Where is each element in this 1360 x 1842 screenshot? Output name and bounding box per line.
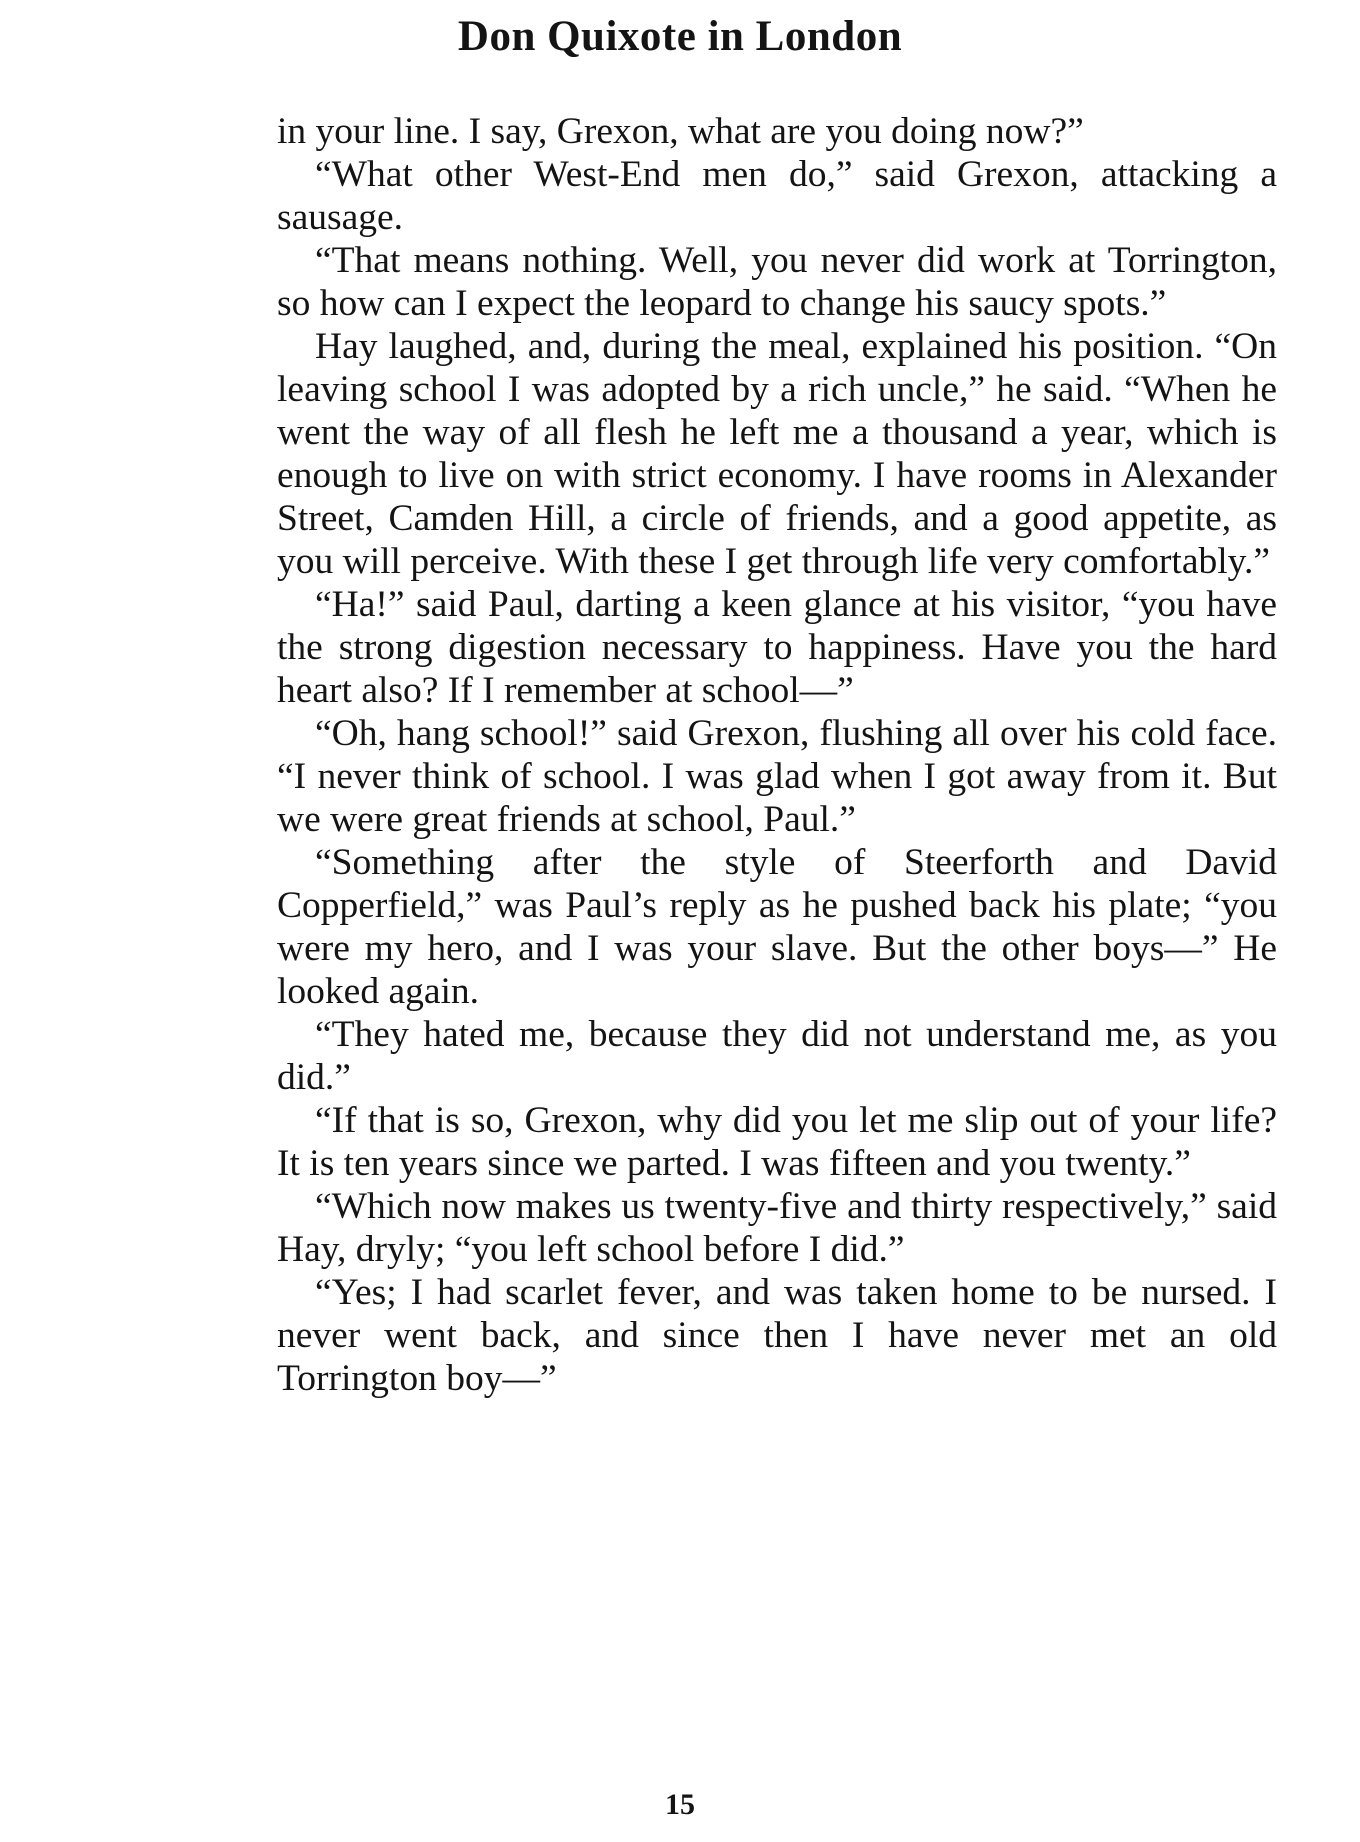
paragraph: “Something after the style of Steerforth and David Copperfield,” was Paul’s reply as he pushed back his plate; “you were my hero, and I was your slave. But the other boys—” He looked again. [277,842,1277,1012]
paragraph: in your line. I say, Grexon, what are you doing now?” [277,111,1084,152]
paragraph: Hay laughed, and, during the meal, explained his position. “On leaving school I was adopted by a rich uncle,” he said. “When he went the way of all flesh he left me a thousand a year, which is enough to live on with strict economy. I have rooms in Alexander Street, Camden Hill, a circle of friends, and a good appetite, as you will perceive. With these I get through life very comfortably.” [277,326,1277,582]
paragraph: “Ha!” said Paul, darting a keen glance at his visitor, “you have the strong digestion necessary to happiness. Have you the hard heart also? If I remember at school—” [277,584,1277,711]
paragraph: “Yes; I had scarlet fever, and was taken home to be nursed. I never went back, and since then I have never met an old Torrington boy—” [277,1272,1277,1399]
paragraph: “What other West-End men do,” said Grexon, attacking a sausage. [277,154,1277,238]
paragraph: “That means nothing. Well, you never did work at Torrington, so how can I expect the leopard to change his saucy spots.” [277,240,1277,324]
body-text [277,110,1277,1400]
paragraph: “Oh, hang school!” said Grexon, flushing all over his cold face. “I never think of school. I was glad when I got away from it. But we were great friends at school, Paul.” [277,713,1277,840]
paragraph: “Which now makes us twenty-five and thirty respectively,” said Hay, dryly; “you left school before I did.” [277,1186,1277,1270]
page-title: Don Quixote in London [457,13,903,60]
paragraph: “They hated me, because they did not understand me, as you did.” [277,1014,1277,1098]
page-number: 15 [665,1788,695,1821]
paragraph: “If that is so, Grexon, why did you let me slip out of your life? It is ten years since we parted. I was fifteen and you twenty.” [277,1100,1277,1184]
